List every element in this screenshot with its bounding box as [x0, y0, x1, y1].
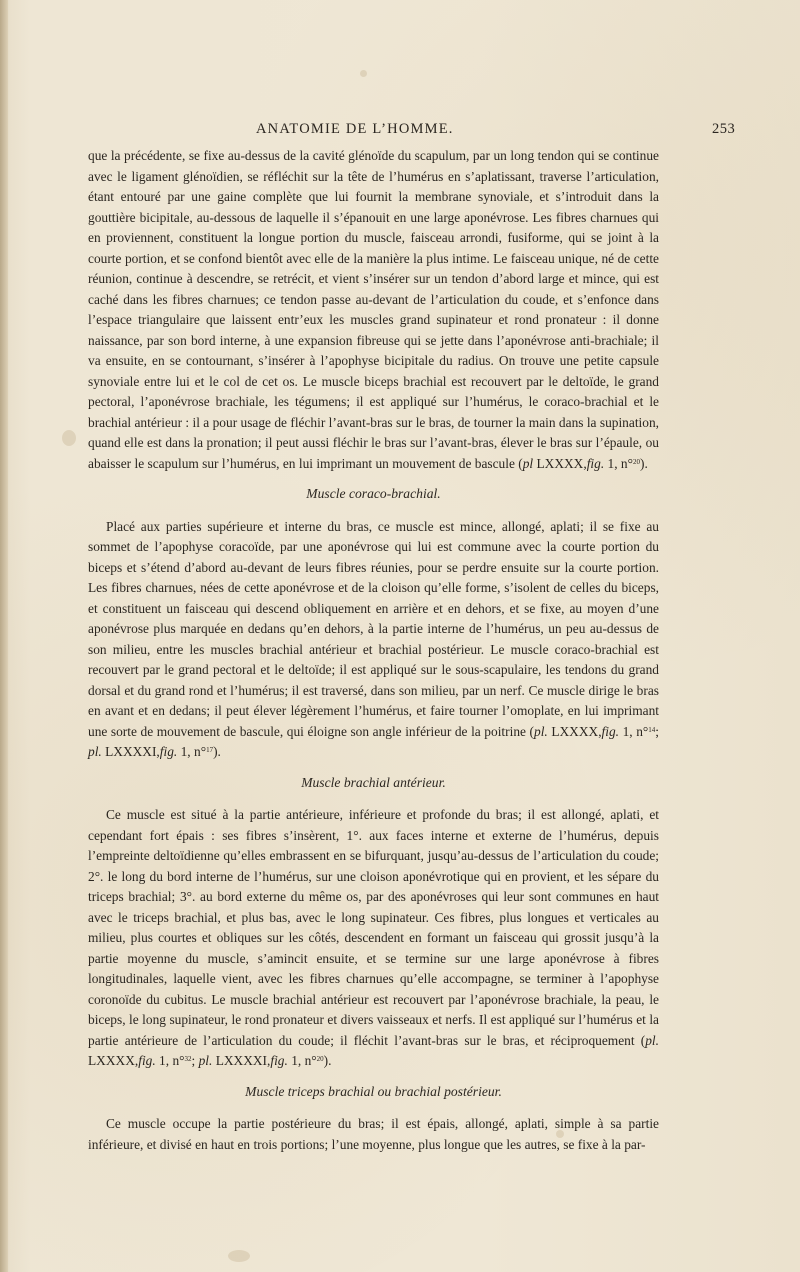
paragraph-triceps-brachial: Ce muscle occupe la partie postérieure du bras; il est épais, allongé, aplati, simple à sa partie inférieure, et divisé en haut en trois portions; l’une moyenne, plus longue que les autres, se fixe à la par-: [88, 1116, 659, 1152]
foxing-spot: [228, 1250, 250, 1262]
section-heading-triceps-brachial: Muscle triceps brachial ou brachial postérieur.: [245, 1083, 502, 1099]
section-heading-brachial-anterieur: Muscle brachial antérieur.: [301, 774, 446, 790]
paragraph-biceps-continuation: que la précédente, se fixe au-dessus de la cavité glénoïde du scapulum, par un long tendon qui se continue avec le ligament glénoïdien, se réfléchit sur la tête de l’humérus en s’aplatissant, traverse l’articulation, étant entouré par une gaine complète que lui fournit la membrane synoviale, et s’introduit dans la gouttière bicipitale, au-dessous de laquelle il s’épanouit en une large aponévrose. Les fibres charnues qui en proviennent, constituent la longue portion du muscle, faisceau arrondi, fusiforme, qui se joint à la courte portion, et se confond bientôt avec elle de la manière la plus intime. Le faisceau unique, né de cette réunion, continue à descendre, se retrécit, et vient s’insérer sur un tendon d’abord large et mince, qui est caché dans les fibres charnues; ce tendon passe au-devant de l’articulation du coude, et s’enfonce dans l’espace triangulaire que laissent entr’eux les muscles grand supinateur et rond pronateur : il donne naissance, par son bord interne, à une expansion fibreuse qui se jette dans l’aponévrose anti-brachiale; il va ensuite, en se contournant, s’insérer à l’apophyse bicipitale du radius. On trouve une petite capsule synoviale entre lui et le col de cet os. Le muscle biceps brachial est recouvert par le deltoïde, le grand pectoral, l’aponévrose brachiale, les tégumens; il est appliqué sur l’humérus, le coraco-brachial et le brachial antérieur : il a pour usage de fléchir l’avant-bras sur le bras, de tourner la main dans la supination, quand elle est dans la pronation; il peut aussi fléchir le bras sur l’avant-bras, élever le bras sur l’épaule, ou abaisser le scapulum sur l’humérus, en lui imprimant un mouvement de bascule (pl LXXXX,fig. 1, n°$^{20}$).: [88, 148, 659, 471]
foxing-spot: [360, 70, 367, 77]
paragraph-brachial-anterieur: Ce muscle est situé à la partie antérieure, inférieure et profonde du bras; il est allongé, aplati, et cependant fort épais : ses fibres s’insèrent, 1°. aux faces interne et externe de l’humérus, depuis l’empreinte deltoïdienne qu’elles embrassent en se bifurquant, jusqu’au-dessus de l’articulation du coude; 2°. le long du bord interne de l’humérus, sur une cloison aponévrotique qui en provient, et les sépare du triceps brachial; 3°. au bord externe du même os, par des aponévroses qui leur sont communes en haut avec le triceps brachial, et plus bas, avec le long supinateur. Ces fibres, plus longues et verticales au milieu, plus courtes et obliques sur les côtés, descendent en formant un faisceau qui grossit jusqu’à la partie moyenne du muscle, s’amincit ensuite, et se termine sur une large aponévrose à fibres longitudinales, laquelle vient, avec les fibres charnues qu’elle accompagne, se terminer à l’apophyse coronoïde du cubitus. Le muscle brachial antérieur est recouvert par l’aponévrose brachiale, la peau, le biceps, le long supinateur, le rond pronateur et divers vaisseaux et nerfs. Il est appliqué sur l’humérus et la partie antérieure de l’articulation du coude; il fléchit l’avant-bras sur le bras, et réciproquement (pl. LXXXX,fig. 1, n°$^{32}$; pl. LXXXXI,fig. 1, n°$^{20}$).: [88, 807, 659, 1068]
body-text: [88, 146, 659, 1155]
paragraph-coraco-brachial: Placé aux parties supérieure et interne du bras, ce muscle est mince, allongé, aplati; il se fixe au sommet de l’apophyse coracoïde, par une aponévrose qui lui est commune avec la courte portion du biceps et s’étend d’abord au-devant de leurs fibres réunies, pour se perdre ensuite sur la courte portion. Les fibres charnues, nées de cette aponévrose et de la cloison qu’elle forme, s’isolent de celles du biceps, et constituent un faisceau qui descend obliquement en arrière et en dehors, et se fixe, au moyen d’une aponévrose plus marquée en dedans qu’en dehors, à la partie interne de l’humérus, un peu au-dessus de son milieu, entre les muscles brachial antérieur et brachial postérieur. Le muscle coraco-brachial est recouvert par le grand pectoral et le deltoïde; il est appliqué sur le sous-scapulaire, les tendons du grand dorsal et du grand rond et l’humérus; il est traversé, dans son milieu, par un nerf. Ce muscle dirige le bras en avant et en dedans; il peut élever légèrement l’humérus, et faire tourner l’omoplate, en lui imprimant une sorte de mouvement de bascule, qui éloigne son angle inférieur de la poitrine (pl. LXXXX,fig. 1, n°$^{14}$; pl. LXXXXI,fig. 1, n°$^{17}$).: [88, 518, 660, 759]
page-title: ANATOMIE DE L’HOMME.: [256, 121, 454, 137]
page-number: 253: [712, 121, 736, 137]
section-heading-coraco-brachial: Muscle coraco-brachial.: [306, 486, 441, 501]
binding-gutter: [0, 0, 8, 1272]
foxing-spot: [62, 430, 76, 446]
